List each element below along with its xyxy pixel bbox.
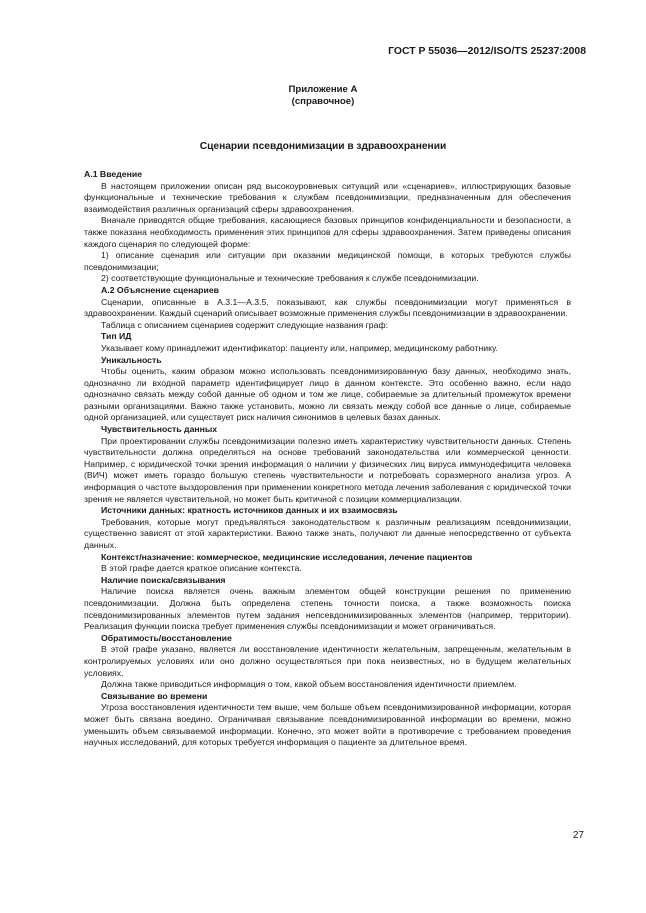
paragraph: При проектировании службы псевдонимизации полезно иметь характеристику чувствительности данных. Степень чувствительности должна определяться на основе требований законодательства или коммерческой ценности. Например, с юридической точки зрения информация о наличии у физических лиц вируса иммунодефицита человека (ВИЧ) может иметь гораздо большую степень чувствительности и потребовать соразмерного анализа угроз. А информация о частоте выздоровления при применении конкретного метода лечения заболевания с юридической точки зрения не является чувствительной, но может быть критичной с позиции коммерциализации.	[84, 435, 571, 504]
list-item: 2) соответствующие функциональные и технические требования к службе псевдонимизации.	[101, 273, 479, 284]
annex-type: (справочное)	[291, 96, 355, 107]
standard-designation: ГОСТ Р 55036—2012/ISO/TS 25237:2008	[388, 46, 586, 57]
paragraph: Требования, которые могут предъявляться законодательством к различным реализациям псевдонимизации, существенно зависят от этой характеристики. Важно также знать, получают ли данные непосредственно от субъекта данных.	[84, 516, 571, 550]
paragraph: Указывает кому принадлежит идентификатор: пациенту или, например, медицинскому работнику.	[101, 342, 498, 353]
subheading-time-linking: Связывание во времени	[101, 690, 208, 701]
subheading-uniqueness: Уникальность	[101, 354, 162, 365]
subheading-search: Наличие поиска/связывания	[101, 574, 226, 585]
paragraph: В этой графе указано, является ли восстановление идентичности желательным, запрещенным, желательным в контролируемых условиях или оно должно осуществляться при пока неизвестных, но в будущем желательных условиях.	[84, 644, 571, 678]
subheading-sources: Источники данных: кратность источников данных и их взаимосвязь	[101, 505, 398, 516]
paragraph: Таблица с описанием сценариев содержит следующие названия граф:	[101, 319, 389, 330]
paragraph: В этой графе дается краткое описание контекста.	[101, 563, 302, 574]
paragraph: Вначале приводятся общие требования, касающиеся базовых принципов конфиденциальности и безопасности, а также показана необходимость применения этих принципов для сферы здравоохранения. Затем приведены описания каждого сценария по следующей форме:	[84, 215, 571, 249]
paragraph: Наличие поиска является очень важным элементом общей конструкции решения по применению псевдонимизации. Должна быть определена степень точности поиска, а также возможность поиска псевдонимизированных элементов путем задания непсевдонимизированных элементов (например, территории). Реализация функции поиска требует применения службы псевдонимизации и может ограничиваться.	[84, 586, 571, 632]
paragraph: Должна также приводиться информация о том, какой объем восстановления идентичности приемлем.	[101, 679, 517, 690]
subheading-id-type: Тип ИД	[101, 331, 132, 342]
section-heading-a1: А.1 Введение	[84, 169, 143, 179]
annex-title: Приложение А	[288, 84, 358, 95]
paragraph: В настоящем приложении описан ряд высокоуровневых ситуаций или «сценариев», иллюстрирующих базовые функциональные и технические требования к службам псевдонимизации, предназначенным для обеспечения взаимодействия различных организаций сферы здравоохранения.	[84, 180, 571, 214]
annex-heading	[0, 84, 646, 108]
section-heading-a2: А.2 Объяснение сценариев	[101, 284, 219, 295]
page-title: Сценарии псевдонимизации в здравоохранении	[199, 141, 447, 152]
subheading-reversibility: Обратимость/восстановление	[101, 632, 232, 643]
paragraph: Сценарии, описанные в А.3.1—А.3.5, показывают, как службы псевдонимизации могут применяться в здравоохранении. Каждый сценарий описывает возможные применения службы псевдонимизации в здравоохранении.	[84, 296, 571, 319]
paragraph: Чтобы оценить, каким образом можно использовать псевдонимизированную базу данных, необходимо знать, однозначно ли входной параметр идентифицирует лицо в данном контексте. Это особенно важно, если надо однозначно связать между собой данные об одном и том же лице, собираемые за длительный промежуток времени разными организациями. Важно также установить, можно ли связать между собой все данные о лице, собираемые одной организацией, или существует риск наличия синонимов в целевых базах данных.	[84, 366, 571, 423]
document-body	[84, 169, 571, 749]
list-item: 1) описание сценария или ситуации при оказании медицинской помощи, в которых требуются службы псевдонимизации;	[84, 250, 571, 272]
subheading-context: Контекст/назначение: коммерческое, медицинские исследования, лечение пациентов	[101, 551, 473, 562]
page-number: 27	[572, 830, 584, 841]
subheading-sensitivity: Чувствительность данных	[101, 424, 218, 435]
paragraph: Угроза восстановления идентичности тем выше, чем больше объем псевдонимизированной информации, которая может быть связана воедино. Ограничивая связывание псевдонимизированной информации во времени, можно уменьшить объем связываемой информации. Конечно, это может войти в противоречие с требованием проведения научных исследований, для которых требуется информация о пациенте за длительное время.	[84, 702, 571, 748]
